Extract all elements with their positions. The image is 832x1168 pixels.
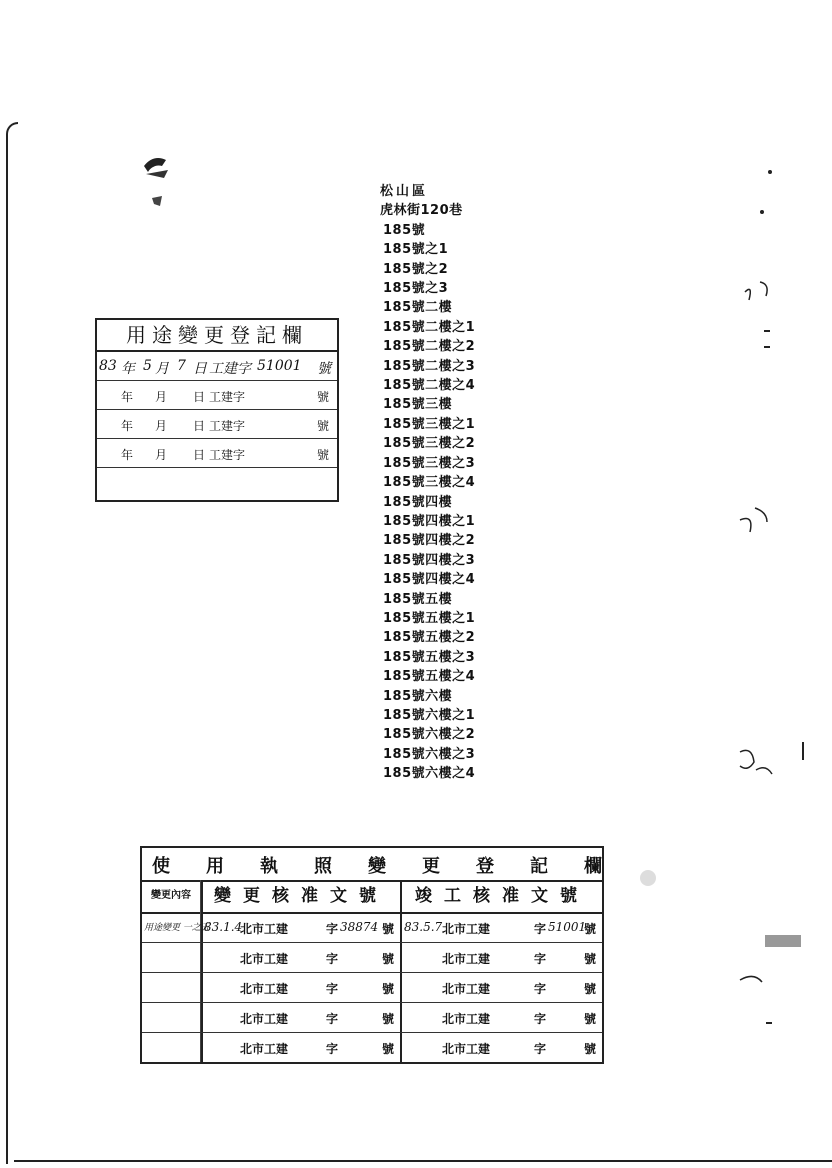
row-divider bbox=[142, 942, 602, 943]
doc-number: 51001 bbox=[257, 358, 302, 374]
completion-zi: 字 bbox=[534, 982, 547, 996]
unit-address: 185號四樓 bbox=[383, 494, 453, 510]
doc-prefix: 工建字 bbox=[209, 361, 251, 377]
completion-zi: 字 bbox=[534, 1012, 547, 1026]
month-label: 月 bbox=[155, 361, 169, 377]
title-char: 登 bbox=[476, 856, 494, 877]
completion-hao: 號 bbox=[584, 952, 597, 966]
ink-stamp-mark bbox=[140, 152, 174, 212]
month-label: 月 bbox=[155, 390, 168, 404]
unit-address: 185號二樓 bbox=[383, 300, 453, 316]
unit-address: 185號三樓之1 bbox=[383, 416, 476, 432]
unit-address: 185號六樓之4 bbox=[383, 766, 476, 782]
title-char: 更 bbox=[422, 856, 440, 877]
day-value: 7 bbox=[177, 358, 186, 374]
month-label: 月 bbox=[155, 419, 168, 433]
change-content: 用途變更 一之五 bbox=[144, 923, 210, 933]
approval-hao: 號 bbox=[382, 1042, 395, 1056]
district-name: 松山區 bbox=[380, 184, 429, 199]
approval-date: 83.1.4 bbox=[204, 920, 243, 934]
month-value: 5 bbox=[143, 358, 152, 374]
unit-address: 185號 bbox=[383, 222, 426, 238]
unit-address: 185號六樓 bbox=[383, 688, 453, 704]
col-approval-number: 變更核准文號 bbox=[202, 880, 400, 914]
address-list bbox=[380, 182, 475, 784]
day-label: 日 bbox=[193, 390, 206, 404]
unit-address: 185號五樓之4 bbox=[383, 669, 476, 685]
hao-label: 號 bbox=[317, 419, 330, 433]
title-char: 記 bbox=[530, 856, 548, 877]
approval-zi: 字 bbox=[326, 1042, 339, 1056]
approval-hao: 號 bbox=[382, 952, 395, 966]
month-label: 月 bbox=[155, 448, 168, 462]
completion-date: 83.5.7 bbox=[404, 920, 443, 934]
page-bottom-edge bbox=[14, 1160, 832, 1162]
doc-prefix: 工建字 bbox=[209, 448, 246, 462]
unit-address: 185號六樓之2 bbox=[383, 727, 476, 743]
unit-address: 185號三樓之3 bbox=[383, 455, 476, 471]
street-name: 虎林街120巷 bbox=[380, 203, 463, 219]
row-divider bbox=[142, 1032, 602, 1033]
col-change-content: 變更內容 bbox=[142, 880, 200, 914]
title-char: 變 bbox=[368, 856, 386, 877]
unit-address: 185號二樓之4 bbox=[383, 378, 476, 394]
year-label: 年 bbox=[121, 361, 135, 377]
hao-label: 號 bbox=[317, 448, 330, 462]
year-label: 年 bbox=[121, 448, 134, 462]
unit-address: 185號四樓之1 bbox=[383, 513, 476, 529]
title-char: 執 bbox=[260, 856, 278, 877]
unit-list bbox=[380, 221, 475, 784]
approval-hao: 號 bbox=[382, 1012, 395, 1026]
title-char: 照 bbox=[314, 856, 332, 877]
unit-address: 185號三樓 bbox=[383, 397, 453, 413]
day-label: 日 bbox=[193, 419, 206, 433]
completion-hao: 號 bbox=[584, 982, 597, 996]
usage-change-title: 用途變更登記欄 bbox=[97, 320, 337, 352]
title-char: 用 bbox=[206, 856, 224, 877]
unit-address: 185號三樓之4 bbox=[383, 475, 476, 491]
unit-address: 185號六樓之1 bbox=[383, 707, 476, 723]
completion-hao: 號 bbox=[584, 1012, 597, 1026]
unit-address: 185號五樓之2 bbox=[383, 630, 476, 646]
approval-prefix: 北市工建 bbox=[240, 952, 289, 966]
approval-zi: 字 bbox=[326, 952, 339, 966]
unit-address: 185號四樓之2 bbox=[383, 533, 476, 549]
usage-change-row bbox=[97, 410, 337, 439]
completion-hao: 號 bbox=[584, 922, 597, 936]
license-change-title bbox=[142, 848, 602, 882]
approval-number: 38874 bbox=[340, 920, 379, 934]
unit-address: 185號五樓之1 bbox=[383, 610, 476, 626]
unit-address: 185號之1 bbox=[383, 242, 449, 258]
title-char: 欄 bbox=[584, 856, 602, 877]
usage-change-row bbox=[97, 439, 337, 468]
title-char: 使 bbox=[152, 856, 170, 877]
unit-address: 185號三樓之2 bbox=[383, 436, 476, 452]
unit-address: 185號四樓之3 bbox=[383, 552, 476, 568]
doc-prefix: 工建字 bbox=[209, 390, 246, 404]
row-divider bbox=[142, 972, 602, 973]
column-divider bbox=[400, 880, 402, 1062]
approval-hao: 號 bbox=[382, 922, 395, 936]
year-label: 年 bbox=[121, 390, 134, 404]
unit-address: 185號五樓之3 bbox=[383, 649, 476, 665]
unit-address: 185號之2 bbox=[383, 261, 449, 277]
license-change-registration-table bbox=[140, 846, 604, 1064]
hao-label: 號 bbox=[317, 361, 331, 377]
approval-prefix: 北市工建 bbox=[240, 1042, 289, 1056]
completion-zi: 字 bbox=[534, 1042, 547, 1056]
approval-zi: 字 bbox=[326, 982, 339, 996]
completion-hao: 號 bbox=[584, 1042, 597, 1056]
usage-change-registration-box bbox=[95, 318, 339, 502]
completion-prefix: 北市工建 bbox=[442, 1012, 491, 1026]
completion-prefix: 北市工建 bbox=[442, 982, 491, 996]
unit-address: 185號六樓之3 bbox=[383, 746, 476, 762]
hao-label: 號 bbox=[317, 390, 330, 404]
approval-prefix: 北市工建 bbox=[240, 982, 289, 996]
unit-address: 185號之3 bbox=[383, 281, 449, 297]
doc-prefix: 工建字 bbox=[209, 419, 246, 433]
column-divider bbox=[201, 880, 203, 1062]
unit-address: 185號二樓之2 bbox=[383, 339, 476, 355]
completion-zi: 字 bbox=[534, 922, 547, 936]
page-left-edge bbox=[6, 122, 18, 1164]
unit-address: 185號五樓 bbox=[383, 591, 453, 607]
day-label: 日 bbox=[193, 361, 207, 377]
usage-change-blank-row bbox=[97, 468, 337, 500]
usage-change-row bbox=[97, 381, 337, 410]
col-completion-number: 竣工核准文號 bbox=[402, 880, 602, 914]
unit-address: 185號二樓之1 bbox=[383, 319, 476, 335]
usage-change-rows bbox=[97, 352, 337, 468]
row-divider bbox=[142, 1002, 602, 1003]
usage-change-row bbox=[97, 352, 337, 381]
completion-prefix: 北市工建 bbox=[442, 922, 491, 936]
year-value: 83 bbox=[99, 358, 117, 374]
approval-hao: 號 bbox=[382, 982, 395, 996]
year-label: 年 bbox=[121, 419, 134, 433]
completion-zi: 字 bbox=[534, 952, 547, 966]
approval-prefix: 北市工建 bbox=[240, 922, 289, 936]
day-label: 日 bbox=[193, 448, 206, 462]
approval-prefix: 北市工建 bbox=[240, 1012, 289, 1026]
unit-address: 185號四樓之4 bbox=[383, 572, 476, 588]
unit-address: 185號二樓之3 bbox=[383, 358, 476, 374]
completion-number: 51001 bbox=[548, 920, 587, 934]
completion-prefix: 北市工建 bbox=[442, 1042, 491, 1056]
completion-prefix: 北市工建 bbox=[442, 952, 491, 966]
approval-zi: 字 bbox=[326, 1012, 339, 1026]
approval-zi: 字 bbox=[326, 922, 339, 936]
